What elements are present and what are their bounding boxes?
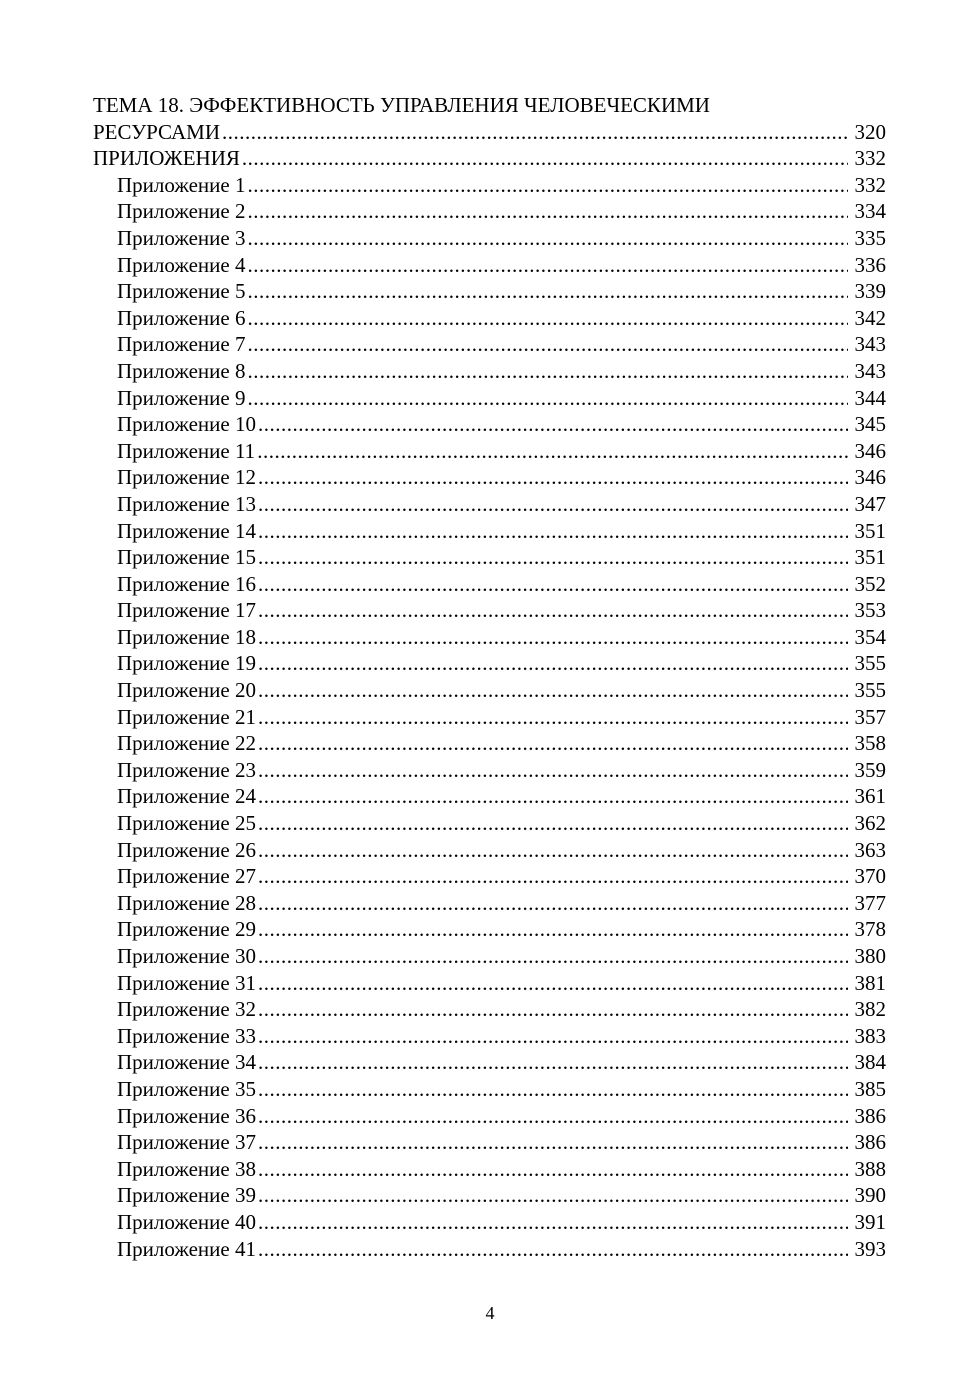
toc-entry-title: Приложение 15 <box>117 545 256 570</box>
toc-entry-title: ТЕМА 18. ЭФФЕКТИВНОСТЬ УПРАВЛЕНИЯ ЧЕЛОВЕЧЕСКИМИ <box>93 93 710 117</box>
dot-leader <box>258 837 848 864</box>
dot-leader <box>258 1103 848 1130</box>
dot-leader <box>258 783 848 810</box>
dot-leader <box>258 491 848 518</box>
toc-entry-title: Приложение 27 <box>117 864 256 889</box>
dot-leader <box>247 225 848 252</box>
toc-entry-title: Приложение 10 <box>117 412 256 437</box>
dot-leader <box>258 704 848 731</box>
dot-leader <box>247 385 848 412</box>
toc-entry-title: Приложение 12 <box>117 465 256 490</box>
toc-entry-appendix[interactable] <box>93 198 886 225</box>
dot-leader <box>258 1209 848 1236</box>
toc-entry-appendix[interactable] <box>93 810 886 837</box>
toc-page-number: 346 <box>854 465 886 490</box>
dot-leader <box>258 677 848 704</box>
dot-leader <box>258 597 848 624</box>
dot-leader <box>258 411 848 438</box>
dot-leader <box>258 518 848 545</box>
toc-page-number: 377 <box>854 890 886 915</box>
toc-page-number: 388 <box>854 1156 886 1181</box>
dot-leader <box>258 916 848 943</box>
toc-entry-title: Приложение 23 <box>117 757 256 782</box>
dot-leader <box>258 571 848 598</box>
toc-page-number: 391 <box>854 1209 886 1234</box>
toc-entry-appendix[interactable] <box>93 252 886 279</box>
toc-entry-appendix[interactable] <box>93 1076 886 1103</box>
toc-page-number: 355 <box>854 651 886 676</box>
toc-entry-appendix[interactable] <box>93 863 886 890</box>
toc-page-number: 343 <box>854 332 886 357</box>
toc-page-number: 381 <box>854 970 886 995</box>
toc-entry-appendix[interactable] <box>93 1023 886 1050</box>
toc-entry-title: Приложение 14 <box>117 518 256 543</box>
dot-leader <box>258 730 848 757</box>
toc-entry-appendix[interactable] <box>93 650 886 677</box>
toc-entry-title: Приложение 33 <box>117 1023 256 1048</box>
toc-entry-appendix[interactable] <box>93 677 886 704</box>
toc-entry-appendix[interactable] <box>93 571 886 598</box>
toc-page-number: 355 <box>854 678 886 703</box>
toc-page-number: 334 <box>854 199 886 224</box>
dot-leader <box>258 970 848 997</box>
dot-leader <box>258 544 848 571</box>
toc-page-number: 344 <box>854 385 886 410</box>
toc-page-number: 353 <box>854 598 886 623</box>
toc-entry-title: Приложение 26 <box>117 837 256 862</box>
dot-leader <box>247 252 848 279</box>
dot-leader <box>258 1076 848 1103</box>
toc-entry-title: Приложение 34 <box>117 1050 256 1075</box>
dot-leader <box>247 331 848 358</box>
toc-page-number: 383 <box>854 1023 886 1048</box>
toc-entry-title: Приложение 4 <box>117 252 246 277</box>
toc-entry-appendix[interactable] <box>93 890 886 917</box>
toc-page-number: 342 <box>854 305 886 330</box>
toc-page-number: 339 <box>854 279 886 304</box>
appendix-list <box>93 172 886 1262</box>
dot-leader <box>258 1129 848 1156</box>
toc-entry-title: Приложение 1 <box>117 172 246 197</box>
toc-entry-title: Приложение 24 <box>117 784 256 809</box>
toc-page-number: 359 <box>854 757 886 782</box>
toc-entry-title: Приложение 29 <box>117 917 256 942</box>
toc-heading-topic-18 <box>93 92 886 119</box>
toc-page-number: 332 <box>854 146 886 171</box>
toc-entry-appendix[interactable] <box>93 1129 886 1156</box>
toc-entry-title: Приложение 9 <box>117 385 246 410</box>
toc-entry-appendix[interactable] <box>93 996 886 1023</box>
toc-entry-appendix[interactable] <box>93 1236 886 1263</box>
toc-entry-appendix[interactable] <box>93 385 886 412</box>
toc-entry-appendix[interactable] <box>93 278 886 305</box>
dot-leader <box>258 943 848 970</box>
toc-entry-appendix[interactable] <box>93 783 886 810</box>
dot-leader <box>258 464 848 491</box>
toc-entry-title: Приложение 6 <box>117 305 246 330</box>
toc-entry-appendix[interactable] <box>93 1049 886 1076</box>
toc-page-number: 351 <box>854 518 886 543</box>
dot-leader <box>258 1236 848 1263</box>
toc-entry-appendix[interactable] <box>93 730 886 757</box>
toc-entry-title: Приложение 13 <box>117 491 256 516</box>
toc-entry-appendix[interactable] <box>93 518 886 545</box>
toc-page-number: 335 <box>854 225 886 250</box>
toc-page-number: 352 <box>854 571 886 596</box>
toc-page-number: 370 <box>854 864 886 889</box>
dot-leader <box>247 278 848 305</box>
toc-page-number: 386 <box>854 1103 886 1128</box>
dot-leader <box>257 438 848 465</box>
toc-entry-appendix[interactable] <box>93 704 886 731</box>
dot-leader <box>258 890 848 917</box>
toc-entry-appendix[interactable] <box>93 438 886 465</box>
toc-page-number: 361 <box>854 784 886 809</box>
toc-entry-appendix[interactable] <box>93 1182 886 1209</box>
toc-entry-appendix[interactable] <box>93 916 886 943</box>
toc-page-number: 345 <box>854 412 886 437</box>
toc-entry-title: Приложение 19 <box>117 651 256 676</box>
toc-page-number: 384 <box>854 1050 886 1075</box>
toc-entry-appendix[interactable] <box>93 331 886 358</box>
toc-entry-title: Приложение 38 <box>117 1156 256 1181</box>
toc-entry-title: Приложение 22 <box>117 731 256 756</box>
toc-entry-title: Приложение 7 <box>117 332 246 357</box>
toc-entry-appendix[interactable] <box>93 305 886 332</box>
toc-entry-title: Приложение 31 <box>117 970 256 995</box>
dot-leader <box>258 1156 848 1183</box>
dot-leader <box>258 757 848 784</box>
toc-entry-title: Приложение 17 <box>117 598 256 623</box>
dot-leader <box>247 305 848 332</box>
dot-leader <box>258 1182 848 1209</box>
dot-leader <box>258 810 848 837</box>
toc-entry-appendix[interactable] <box>93 837 886 864</box>
toc-page-number: 386 <box>854 1130 886 1155</box>
toc-page-number: 351 <box>854 545 886 570</box>
dot-leader <box>258 996 848 1023</box>
toc-page-number: 362 <box>854 811 886 836</box>
dot-leader <box>258 1049 848 1076</box>
toc-entry-title: Приложение 39 <box>117 1183 256 1208</box>
toc-entry-title: Приложение 2 <box>117 199 246 224</box>
toc-entry-title: Приложение 8 <box>117 358 246 383</box>
toc-entry-title: Приложение 32 <box>117 997 256 1022</box>
toc-page-number: 390 <box>854 1183 886 1208</box>
toc-page-number: 378 <box>854 917 886 942</box>
toc-entry-title: Приложение 5 <box>117 279 246 304</box>
toc-entry-topic-18[interactable] <box>93 119 886 146</box>
toc-entry-appendix[interactable] <box>93 172 886 199</box>
toc-page-number: 385 <box>854 1076 886 1101</box>
dot-leader <box>247 172 848 199</box>
dot-leader <box>247 198 848 225</box>
toc-entry-title: Приложение 25 <box>117 811 256 836</box>
dot-leader <box>258 624 848 651</box>
toc-page-number: 336 <box>854 252 886 277</box>
toc-page-number: 320 <box>854 119 886 144</box>
toc-entry-title: Приложение 28 <box>117 890 256 915</box>
toc-entry-title: Приложение 3 <box>117 225 246 250</box>
toc-page-number: 357 <box>854 704 886 729</box>
toc-entry-title: ПРИЛОЖЕНИЯ <box>93 146 240 171</box>
toc-entry-appendix[interactable] <box>93 1156 886 1183</box>
toc-page-number: 363 <box>854 837 886 862</box>
toc-page-number: 380 <box>854 944 886 968</box>
toc-entry-title: Приложение 41 <box>117 1236 256 1261</box>
toc-entry-appendix[interactable] <box>93 943 886 970</box>
toc-entry-appendix[interactable] <box>93 597 886 624</box>
toc-page-number: 382 <box>854 997 886 1022</box>
toc-entry-appendix[interactable] <box>93 225 886 252</box>
dot-leader <box>242 145 848 172</box>
dot-leader <box>222 119 848 146</box>
toc-page-number: 354 <box>854 624 886 649</box>
table-of-contents <box>93 92 886 1262</box>
toc-entry-appendix[interactable] <box>93 970 886 997</box>
toc-entry-title: Приложение 30 <box>117 944 256 968</box>
toc-entry-title: РЕСУРСАМИ <box>93 119 221 144</box>
dot-leader <box>247 358 848 385</box>
toc-page-number: 343 <box>854 358 886 383</box>
toc-entry-appendix[interactable] <box>93 464 886 491</box>
toc-entry-appendix[interactable] <box>93 757 886 784</box>
toc-page-number: 346 <box>854 438 886 463</box>
toc-page-number: 332 <box>854 172 886 197</box>
toc-entry-title: Приложение 16 <box>117 571 256 596</box>
toc-entry-appendix[interactable] <box>93 491 886 518</box>
toc-entry-title: Приложение 18 <box>117 624 256 649</box>
dot-leader <box>258 1023 848 1050</box>
toc-page-number: 358 <box>854 731 886 756</box>
toc-entry-appendix[interactable] <box>93 1103 886 1130</box>
toc-entry-appendix[interactable] <box>93 544 886 571</box>
toc-entry-appendices[interactable] <box>93 145 886 172</box>
toc-page-number: 393 <box>854 1236 886 1261</box>
dot-leader <box>258 863 848 890</box>
toc-entry-title: Приложение 40 <box>117 1209 256 1234</box>
toc-entry-title: Приложение 21 <box>117 704 256 729</box>
toc-entry-title: Приложение 20 <box>117 678 256 703</box>
toc-entry-title: Приложение 37 <box>117 1130 256 1155</box>
toc-entry-appendix[interactable] <box>93 1209 886 1236</box>
toc-entry-appendix[interactable] <box>93 411 886 438</box>
toc-entry-appendix[interactable] <box>93 358 886 385</box>
toc-entry-appendix[interactable] <box>93 624 886 651</box>
toc-entry-title: Приложение 11 <box>117 438 256 463</box>
toc-page-number: 347 <box>854 491 886 516</box>
dot-leader <box>258 650 848 677</box>
toc-entry-title: Приложение 36 <box>117 1103 256 1128</box>
toc-entry-title: Приложение 35 <box>117 1076 256 1101</box>
page-number: 4 <box>485 1303 495 1323</box>
